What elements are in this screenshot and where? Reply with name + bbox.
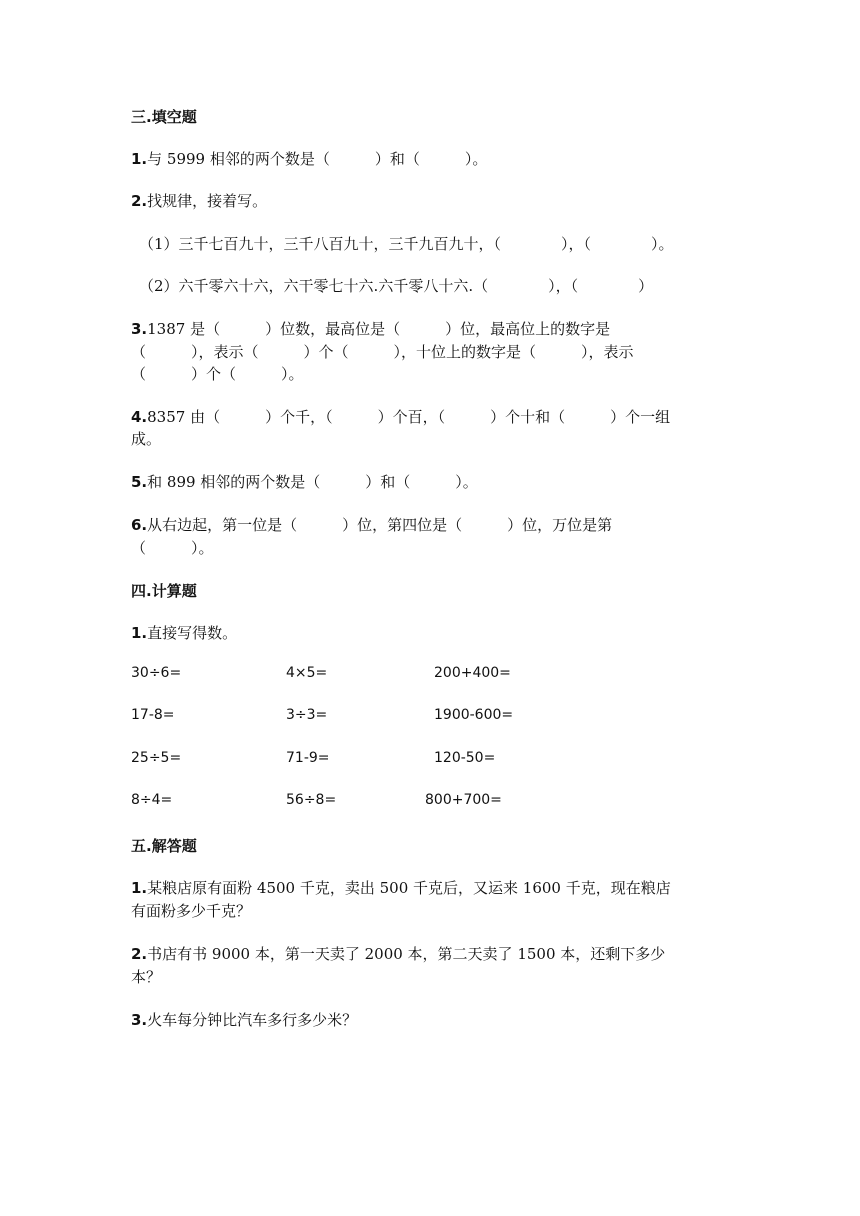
- question-number: 1.: [131, 150, 148, 168]
- calc-row: [0, 792, 860, 814]
- calc-item: 1900-600=: [434, 707, 514, 723]
- question-3-4-line-2: 成。: [131, 430, 162, 448]
- question-3-1: [131, 148, 487, 170]
- section-4-title: 四.计算题: [131, 582, 197, 600]
- question-4-1: [131, 622, 237, 644]
- question-5-2-line-1: [131, 943, 665, 965]
- calc-item: 200+400=: [434, 665, 511, 681]
- question-3-3-line-2: （ ），表示（ ）个（ ），十位上的数字是（ ），表示: [131, 343, 634, 361]
- calc-row: [0, 707, 860, 729]
- question-text: 1387 是（ ）位数，最高位是（ ）位，最高位上的数字是: [147, 320, 611, 338]
- question-3-6-line-2: （ ）。: [131, 539, 214, 557]
- question-number: 1.: [131, 879, 148, 897]
- question-3-2-sub-1: （1）三千七百九十，三千八百九十，三千九百九十，（ ），（ ）。: [139, 235, 674, 253]
- question-number: 3.: [131, 1011, 148, 1029]
- question-number: 3.: [131, 320, 148, 338]
- question-text: 找规律，接着写。: [147, 192, 268, 210]
- question-text: 8357 由（ ）个千，（ ）个百，（ ）个十和（ ）个一组: [147, 408, 671, 426]
- calc-item: 8÷4=: [131, 792, 173, 808]
- question-text: 和 899 相邻的两个数是（ ）和（ ）。: [147, 473, 478, 491]
- question-number: 6.: [131, 516, 148, 534]
- question-3-6-line-1: [131, 514, 612, 536]
- question-number: 4.: [131, 408, 148, 426]
- question-3-2: [131, 190, 267, 212]
- calc-item: 4×5=: [286, 665, 328, 681]
- question-text: 直接写得数。: [147, 624, 238, 642]
- question-5-3: [131, 1009, 357, 1031]
- calc-item: 71-9=: [286, 750, 330, 766]
- question-text: 与 5999 相邻的两个数是（ ）和（ ）。: [147, 150, 488, 168]
- question-number: 1.: [131, 624, 148, 642]
- calc-item: 800+700=: [425, 792, 502, 808]
- section-5-title: 五.解答题: [131, 837, 197, 855]
- question-number: 5.: [131, 473, 148, 491]
- question-text: 火车每分钟比汽车多行多少米？: [147, 1011, 358, 1029]
- calc-item: 3÷3=: [286, 707, 328, 723]
- calc-item: 25÷5=: [131, 750, 182, 766]
- question-3-2-sub-2: （2）六千零六十六，六干零七十六.六千零八十六.（ ），（ ）: [139, 277, 654, 295]
- question-text: 书店有书 9000 本，第一天卖了 2000 本，第二天卖了 1500 本，还剩下多少: [147, 945, 666, 963]
- calc-row: [0, 750, 860, 772]
- question-3-4-line-1: [131, 406, 670, 428]
- section-3-title: 三.填空题: [131, 108, 197, 126]
- question-number: 2.: [131, 192, 148, 210]
- question-text: 从右边起，第一位是（ ）位，第四位是（ ）位，万位是第: [147, 516, 613, 534]
- question-5-2-line-2: 本？: [131, 968, 162, 986]
- question-5-1-line-2: 有面粉多少千克？: [131, 902, 252, 920]
- question-text: 某粮店原有面粉 4500 千克，卖出 500 千克后，又运来 1600 千克，现在粮店: [147, 879, 671, 897]
- question-5-1-line-1: [131, 877, 671, 899]
- calc-item: 17-8=: [131, 707, 175, 723]
- question-number: 2.: [131, 945, 148, 963]
- question-3-3-line-1: [131, 318, 610, 340]
- calc-item: 30÷6=: [131, 665, 182, 681]
- calc-item: 120-50=: [434, 750, 496, 766]
- question-3-3-line-3: （ ）个（ ）。: [131, 365, 304, 383]
- calc-row: [0, 665, 860, 687]
- question-3-5: [131, 471, 478, 493]
- calc-item: 56÷8=: [286, 792, 337, 808]
